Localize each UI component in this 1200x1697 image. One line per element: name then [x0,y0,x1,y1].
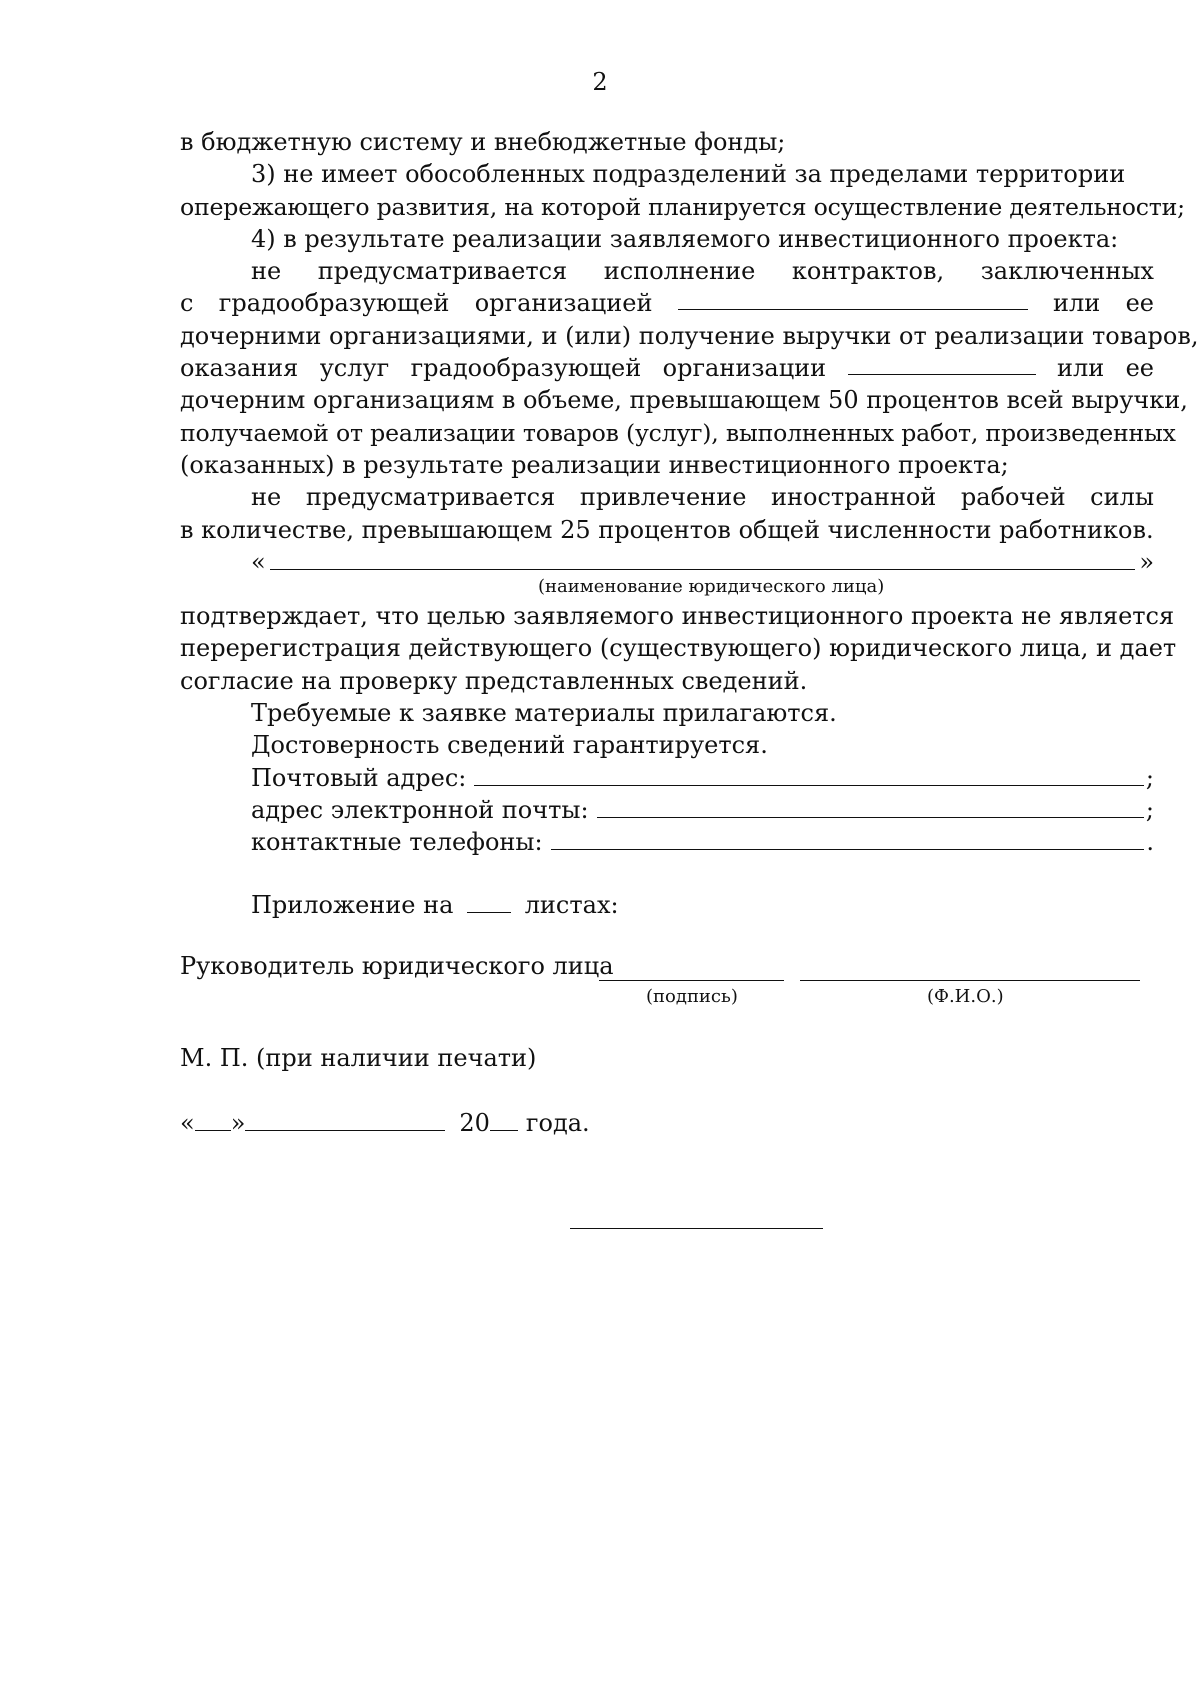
phones-row [180,826,1154,858]
year-prefix: 20 [459,1109,490,1137]
quote-close: » [230,1109,246,1137]
email-field[interactable] [597,795,1144,818]
phones-field[interactable] [551,827,1145,850]
word: рабочей [960,483,1066,512]
text-line [180,481,1154,513]
word: организации [662,354,827,383]
text-line [180,287,1154,319]
text-line [180,352,1154,384]
page-number: 2 [592,68,608,96]
text-line: 4) в результате реализации заявляемого инвестиционного проекта: [251,224,1119,253]
date-line [180,1108,590,1137]
text-line: дочерними организациями, и (или) получение выручки от реализации товаров, [180,321,1199,350]
year-blank[interactable] [490,1108,518,1131]
word: предусматривается [305,483,556,512]
text-line: получаемой от реализации товаров (услуг), выполненных работ, произведенных [180,418,1176,447]
phones-label: контактные телефоны: [251,828,543,857]
text-line: опережающего развития, на которой планируется осуществление деятельности; [180,192,1185,221]
word: оказания [180,354,299,383]
word: организацией [474,289,653,318]
organization-blank[interactable] [848,352,1036,375]
full-name-caption: (Ф.И.О.) [927,986,1004,1007]
text-line: Требуемые к заявке материалы прилагаются. [251,699,837,728]
quote-open: « [251,547,266,576]
signature-label: Руководитель юридического лица [180,952,614,980]
word: контрактов, [791,257,945,286]
text-line: (оказанных) в результате реализации инвестиционного проекта; [180,450,1009,479]
word: градообразующей [218,289,450,318]
quote-close: » [1139,547,1154,576]
full-name-blank[interactable] [800,958,1140,981]
word: услуг [319,354,390,383]
legal-entity-caption: (наименование юридического лица) [538,576,885,598]
quote-open: « [180,1109,195,1137]
text-line: дочерним организациям в объеме, превышающем 50 процентов всей выручки, [180,386,1188,415]
attachment-prefix: Приложение на [251,891,454,919]
legal-entity-name-row [180,546,1154,578]
day-blank[interactable] [195,1108,231,1131]
word: исполнение [603,257,756,286]
signature-blank[interactable] [599,958,784,981]
word: не [251,257,282,286]
text-line [180,255,1154,287]
signature-caption: (подпись) [646,986,738,1007]
sheet-count-blank[interactable] [467,890,511,913]
text-line: перерегистрация действующего (существующего) юридического лица, и дает [180,634,1177,663]
attachment-suffix: листах: [524,891,619,919]
word: ее [1125,354,1154,383]
word: градообразующей [410,354,642,383]
word: ее [1125,289,1154,318]
punctuation: ; [1145,795,1154,824]
word: предусматривается [317,257,568,286]
word: силы [1090,483,1154,512]
legal-entity-name-blank[interactable] [270,547,1136,570]
text-line: в бюджетную систему и внебюджетные фонды; [180,128,786,156]
month-blank[interactable] [245,1108,445,1131]
word: заключенных [980,257,1154,286]
postal-address-label: Почтовый адрес: [251,763,467,792]
organization-blank[interactable] [678,287,1028,310]
attachment-line [251,890,619,919]
email-row [180,794,1154,826]
punctuation: . [1146,828,1154,857]
postal-address-field[interactable] [474,763,1144,786]
text-line: подтверждает, что целью заявляемого инвестиционного проекта не является [180,602,1175,631]
text-line: Достоверность сведений гарантируется. [251,731,768,760]
punctuation: ; [1145,763,1154,792]
text-line: 3) не имеет обособленных подразделений за пределами территории [251,160,1126,189]
document-body [180,126,1199,859]
text-line: в количестве, превышающем 25 процентов общей численности работников. [180,515,1154,544]
year-suffix: года. [525,1109,590,1137]
word: с [180,289,194,318]
word: привлечение [579,483,747,512]
stamp-note: М. П. (при наличии печати) [180,1044,537,1072]
postal-address-row [180,762,1154,794]
word: иностранной [771,483,937,512]
word: или [1056,354,1105,383]
email-label: адрес электронной почты: [251,795,589,824]
end-divider [570,1228,823,1229]
text-line: согласие на проверку представленных сведений. [180,666,808,695]
word: или [1053,289,1101,318]
word: не [251,483,282,512]
